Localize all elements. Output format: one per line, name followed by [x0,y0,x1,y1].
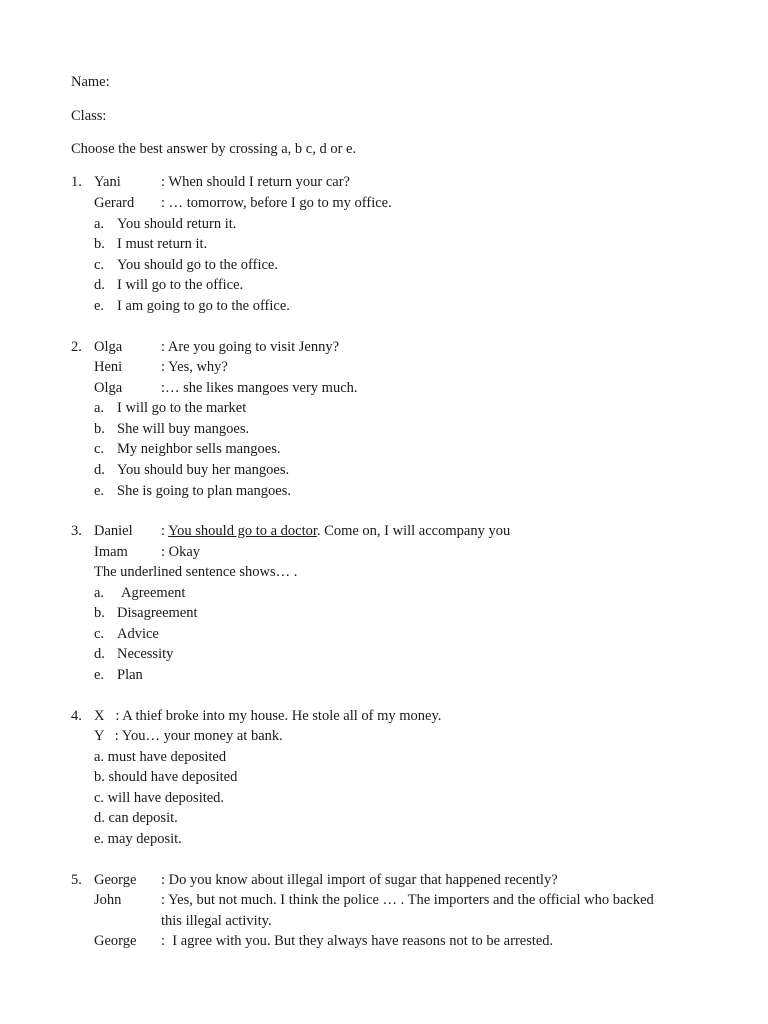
option-text: You should buy her mangoes. [117,462,290,478]
underlined-sentence: You should go to a doctor [168,523,317,539]
option: c. will have deposited. [94,790,225,806]
dialogue-line: : When should I return your car? [161,174,350,190]
instruction: Choose the best answer by crossing a, b c, d or e. [71,141,357,157]
option-letter: b. [94,236,105,252]
speaker: George [94,872,137,888]
dialogue-line: : Okay [161,544,201,560]
dialogue-line: X : A thief broke into my house. He stole all of my money. [94,708,442,724]
option-text: My neighbor sells mangoes. [117,441,281,457]
question-prompt: The underlined sentence shows… . [94,564,298,580]
option-text: Agreement [121,585,186,601]
option-letter: e. [94,483,105,499]
option-letter: d. [94,646,105,662]
option-letter: d. [94,277,105,293]
option-letter: e. [94,667,105,683]
question-number: 5. [71,872,82,888]
dialogue-line: : Are you going to visit Jenny? [161,339,340,355]
option-text: Advice [117,626,159,642]
option-text: You should go to the office. [117,257,278,273]
class-label: Class: [71,108,107,124]
option-letter: b. [94,605,105,621]
option-letter: b. [94,421,105,437]
question-number: 3. [71,523,82,539]
option-letter: c. [94,626,105,642]
option-text: Disagreement [117,605,198,621]
speaker: Heni [94,359,123,375]
speaker: Yani [94,174,121,190]
option: a. must have deposited [94,749,227,765]
option-letter: a. [94,216,105,232]
option-text: I must return it. [117,236,208,252]
dialogue-line: : Yes, but not much. I think the police … . The importers and the official who backed [161,892,654,908]
dialogue-line: : I agree with you. But they always have reasons not to be arrested. [161,933,554,949]
speaker: George [94,933,137,949]
option-text: Plan [117,667,143,683]
speaker: Gerard [94,195,135,211]
speaker: Olga [94,380,123,396]
name-label: Name: [71,74,110,90]
option: e. may deposit. [94,831,182,847]
option-text: You should return it. [117,216,237,232]
dialogue-line-continued: this illegal activity. [161,913,272,929]
option: b. should have deposited [94,769,238,785]
dialogue-line: : … tomorrow, before I go to my office. [161,195,392,211]
option-letter: c. [94,441,105,457]
speaker: Imam [94,544,128,560]
option-letter: a. [94,400,105,416]
dialogue-rest: . Come on, I will accompany you [316,523,511,539]
option-letter: e. [94,298,105,314]
option-text: I am going to go to the office. [117,298,290,314]
speaker: John [94,892,122,908]
option: d. can deposit. [94,810,178,826]
speaker: Olga [94,339,123,355]
option-text: She is going to plan mangoes. [117,483,291,499]
option-text: I will go to the market [117,400,247,416]
question-number: 1. [71,174,82,190]
speaker: Daniel [94,523,133,539]
dialogue-line: :… she likes mangoes very much. [161,380,358,396]
colon: : [161,523,166,539]
dialogue-line: : Do you know about illegal import of sugar that happened recently? [161,872,558,888]
question-number: 2. [71,339,82,355]
option-text: She will buy mangoes. [117,421,250,437]
option-text: Necessity [117,646,174,662]
option-letter: c. [94,257,105,273]
dialogue-line: : Yes, why? [161,359,228,375]
option-letter: a. [94,585,105,601]
question-number: 4. [71,708,82,724]
dialogue-line: Y : You… your money at bank. [94,728,283,744]
option-letter: d. [94,462,105,478]
option-text: I will go to the office. [117,277,244,293]
dialogue-line [161,522,510,540]
